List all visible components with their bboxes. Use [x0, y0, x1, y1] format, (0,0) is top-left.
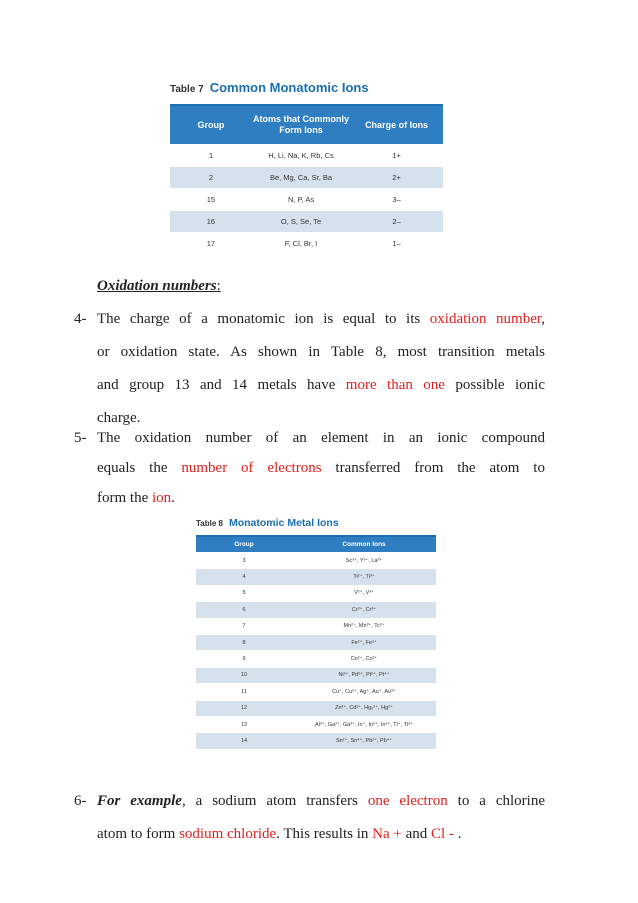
table-row — [196, 716, 436, 732]
table-cell: 14 — [196, 733, 292, 749]
table-8-header-group: Group — [196, 537, 292, 553]
table-row — [170, 233, 443, 255]
table-row — [170, 167, 443, 189]
table-row — [196, 553, 436, 569]
item-4-line-4: charge. — [97, 410, 141, 426]
table-7-label: Table 7 — [170, 84, 204, 95]
highlight-text: more than one — [345, 377, 445, 393]
table-cell: 3– — [350, 189, 443, 211]
text-span: to a chlorine — [447, 793, 546, 809]
text-span: equals the — [97, 460, 182, 476]
table-cell: V²⁺, V³⁺ — [292, 585, 436, 601]
table-row — [196, 585, 436, 601]
text-span: The charge of a monatomic ion is equal to its — [97, 311, 430, 327]
table-row — [196, 684, 436, 700]
text-span: , a sodium atom transfers — [181, 793, 368, 809]
table-cell: Cu⁺, Cu²⁺, Ag⁺, Au⁺, Au³⁺ — [292, 684, 436, 700]
table-row — [170, 189, 443, 211]
table-cell: 12 — [196, 700, 292, 716]
item-5-line-1: The oxidation number of an element in an ionic compound — [97, 430, 545, 446]
table-8-header-ions: Common Ions — [292, 537, 436, 553]
table-cell: 13 — [196, 716, 292, 732]
table-7-header-charge: Charge of Ions — [350, 106, 443, 145]
table-cell: 17 — [170, 233, 252, 255]
table-7-header-group: Group — [170, 106, 252, 145]
table-8-title-bar — [196, 517, 436, 537]
item-5-line-2 — [97, 459, 545, 477]
table-cell: 15 — [170, 189, 252, 211]
table-cell: Mn²⁺, Mn³⁺, Tc²⁺ — [292, 618, 436, 634]
table-cell: 9 — [196, 651, 292, 667]
table-cell: 2– — [350, 211, 443, 233]
item-4-number: 4- — [74, 311, 87, 327]
table-cell: 2 — [170, 167, 252, 189]
table-row — [196, 733, 436, 749]
table-7 — [170, 106, 443, 254]
text-span: possible ionic — [444, 377, 545, 393]
table-cell: Ni²⁺, Pd²⁺, Pt²⁺, Pt⁴⁺ — [292, 667, 436, 683]
table-row — [170, 211, 443, 233]
table-cell: Al³⁺, Ga²⁺, Ga³⁺, In⁺, In²⁺, In³⁺, Tl⁺, Tl³⁺ — [292, 716, 436, 732]
item-6-line-1 — [97, 792, 545, 810]
section-heading-text: Oxidation numbers — [97, 278, 217, 294]
table-row — [196, 651, 436, 667]
table-8 — [196, 537, 436, 749]
item-4-line-3 — [97, 376, 545, 394]
item-4-line-1 — [97, 310, 545, 328]
example-lead: For example — [97, 793, 182, 809]
table-cell: Sn²⁺, Sn⁴⁺, Pb²⁺, Pb⁴⁺ — [292, 733, 436, 749]
table-cell: 5 — [196, 585, 292, 601]
text-span: and — [401, 826, 432, 842]
table-8-label: Table 8 — [196, 519, 223, 528]
table-7-title-bar — [170, 80, 443, 106]
item-5-number: 5- — [74, 430, 87, 446]
section-heading-colon: : — [216, 278, 221, 294]
table-cell: 11 — [196, 684, 292, 700]
item-6-number: 6- — [74, 793, 87, 809]
table-cell: 7 — [196, 618, 292, 634]
table-cell: 10 — [196, 667, 292, 683]
table-row — [196, 667, 436, 683]
table-cell: 3 — [196, 553, 292, 569]
table-row — [196, 618, 436, 634]
table-cell: 16 — [170, 211, 252, 233]
text-span: atom to form — [97, 826, 180, 842]
table-cell: H, Li, Na, K, Rb, Cs — [252, 145, 350, 167]
highlight-text: number of electrons — [181, 460, 322, 476]
highlight-text: sodium chloride — [179, 826, 277, 842]
table-7-header-atoms: Atoms that Commonly Form Ions — [252, 106, 350, 145]
table-cell: O, S, Se, Te — [252, 211, 350, 233]
text-span: form the — [97, 490, 152, 506]
table-cell: Sc³⁺, Y³⁺, La³⁺ — [292, 553, 436, 569]
highlight-text: oxidation number — [429, 311, 542, 327]
text-span: and group 13 and 14 metals have — [97, 377, 346, 393]
table-cell: Cr²⁺, Cr³⁺ — [292, 602, 436, 618]
text-span: , — [541, 311, 545, 327]
table-cell: Co²⁺, Co³⁺ — [292, 651, 436, 667]
table-row — [196, 700, 436, 716]
table-cell: N, P, As — [252, 189, 350, 211]
item-6-line-2 — [97, 825, 461, 843]
text-span: . — [453, 826, 462, 842]
table-8-image — [196, 517, 436, 749]
table-7-image — [170, 80, 443, 254]
table-cell: 8 — [196, 634, 292, 650]
table-cell: 6 — [196, 602, 292, 618]
table-row — [196, 602, 436, 618]
text-span: . — [171, 490, 175, 506]
highlight-text: one electron — [367, 793, 448, 809]
item-4-line-2: or oxidation state. As shown in Table 8, most transition metals — [97, 344, 545, 360]
section-heading — [97, 277, 221, 295]
table-cell: F, Cl, Br, I — [252, 233, 350, 255]
table-cell: Fe²⁺, Fe³⁺ — [292, 634, 436, 650]
highlight-text: Cl - — [431, 826, 454, 842]
highlight-text: Na + — [372, 826, 402, 842]
text-span: . This results in — [276, 826, 373, 842]
text-span: transferred from the atom to — [321, 460, 545, 476]
table-cell: 1– — [350, 233, 443, 255]
table-cell: 4 — [196, 569, 292, 585]
table-cell: 1 — [170, 145, 252, 167]
table-cell: 2+ — [350, 167, 443, 189]
table-cell: Ti²⁺, Ti³⁺ — [292, 569, 436, 585]
table-7-title: Common Monatomic Ions — [209, 80, 369, 95]
table-row — [170, 145, 443, 167]
table-8-title: Monatomic Metal Ions — [228, 517, 339, 529]
highlight-text: ion — [151, 490, 172, 506]
table-cell: 1+ — [350, 145, 443, 167]
table-row — [196, 634, 436, 650]
item-5-line-3 — [97, 489, 175, 507]
table-cell: Be, Mg, Ca, Sr, Ba — [252, 167, 350, 189]
table-cell: Zn²⁺, Cd²⁺, Hg₂²⁺, Hg²⁺ — [292, 700, 436, 716]
table-row — [196, 569, 436, 585]
